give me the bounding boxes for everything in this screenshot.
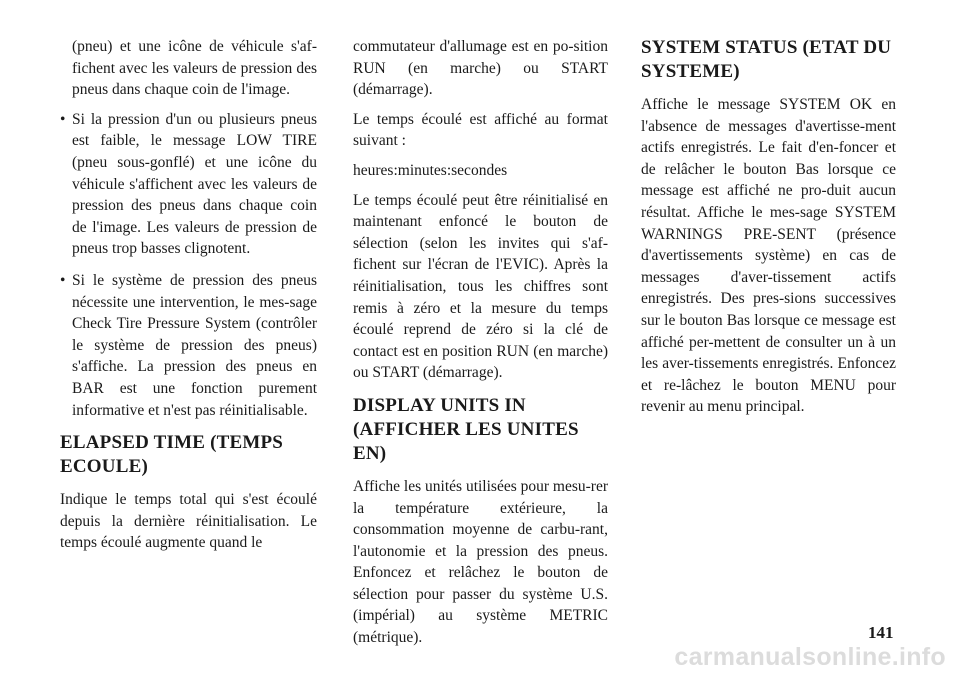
column-1 (60, 36, 317, 562)
page-number: 141 (868, 623, 894, 642)
continuation-paragraph: (pneu) et une icône de véhicule s'af-fichent avec les valeurs de pression des pneus dans chaque coin de l'image. (72, 38, 317, 99)
time-format-text: heures:minutes:secondes (353, 161, 508, 179)
bullet-item-low-tire (60, 109, 317, 260)
watermark: carmanualsonline.info (674, 643, 946, 671)
bullet-item-check-system (60, 270, 317, 421)
system-status-paragraph: Affiche le message SYSTEM OK en l'absence de messages d'avertisse-ment actifs enregistrés. Le fait d'en-foncer et de relâcher le bouton Bas lorsque ce message est affiché ne pro-duit aucun résultat. Affiche le mes-sage SYSTEM WARNINGS PRE-SENT (présence d'avertissements système) en cas de messages d'aver-tissement actifs enregistrés. Des pres-sions successives sur le bouton Bas lorsque ce message est affiché per-mettent de consulter un à un les aver-tissements enregistrés. Enfoncez et re-lâchez le bouton MENU pour revenir au menu principal. (641, 96, 896, 416)
bullet-text: Si le système de pression des pneus nécessite une intervention, le mes-sage Check Tire Pressure System (contrôler le système de pression des pneus) s'affiche. La pression des pneus en BAR est une fonction purement informative et n'est pas réinitialisable. (72, 271, 317, 419)
bullet-text: Si la pression d'un ou plusieurs pneus est faible, le message LOW TIRE (pneu sous-gonflé) et une icône du véhicule s'affichent avec les valeurs de pression des pneus dans chaque coin de l'image. Les valeurs de pression de pneus trop basses clignotent. (72, 110, 317, 258)
section-heading-system-status: SYSTEM STATUS (ETAT DU SYSTEME) (641, 37, 892, 82)
ignition-paragraph: commutateur d'allumage est en po-sition RUN (en marche) ou START (démarrage). (353, 38, 608, 99)
elapsed-time-paragraph: Indique le temps total qui s'est écoulé depuis la dernière réinitialisation. Le temps écoulé augmente quand le (60, 491, 317, 552)
column-2 (353, 36, 608, 657)
bullet-icon: • (60, 110, 66, 128)
column-3 (641, 36, 896, 426)
reset-paragraph: Le temps écoulé peut être réinitialisé en maintenant enfoncé le bouton de sélection (selon les invites qui s'af-fichent sur l'écran de l'EVIC). Après la réinitialisation, tous les chiffres sont remis à zéro et la mesure du temps écoulé reprend de zéro si la clé de contact est en position RUN (en marche) ou START (démarrage). (353, 191, 608, 382)
section-heading-elapsed-time: ELAPSED TIME (TEMPS ECOULE) (60, 432, 284, 478)
section-heading-display-units: DISPLAY UNITS IN (AFFICHER LES UNITES EN) (353, 394, 579, 464)
bullet-list (60, 109, 317, 421)
display-units-paragraph: Affiche les unités utilisées pour mesu-rer la température extérieure, la consommation moyenne de carbu-rant, l'autonomie et la pression des pneus. Enfoncez et relâchez le bouton de sélection pour passer du système U.S. (impérial) au système METRIC (métrique). (353, 477, 608, 647)
format-paragraph: Le temps écoulé est affiché au format suivant : (353, 110, 608, 150)
bullet-icon: • (60, 271, 66, 289)
